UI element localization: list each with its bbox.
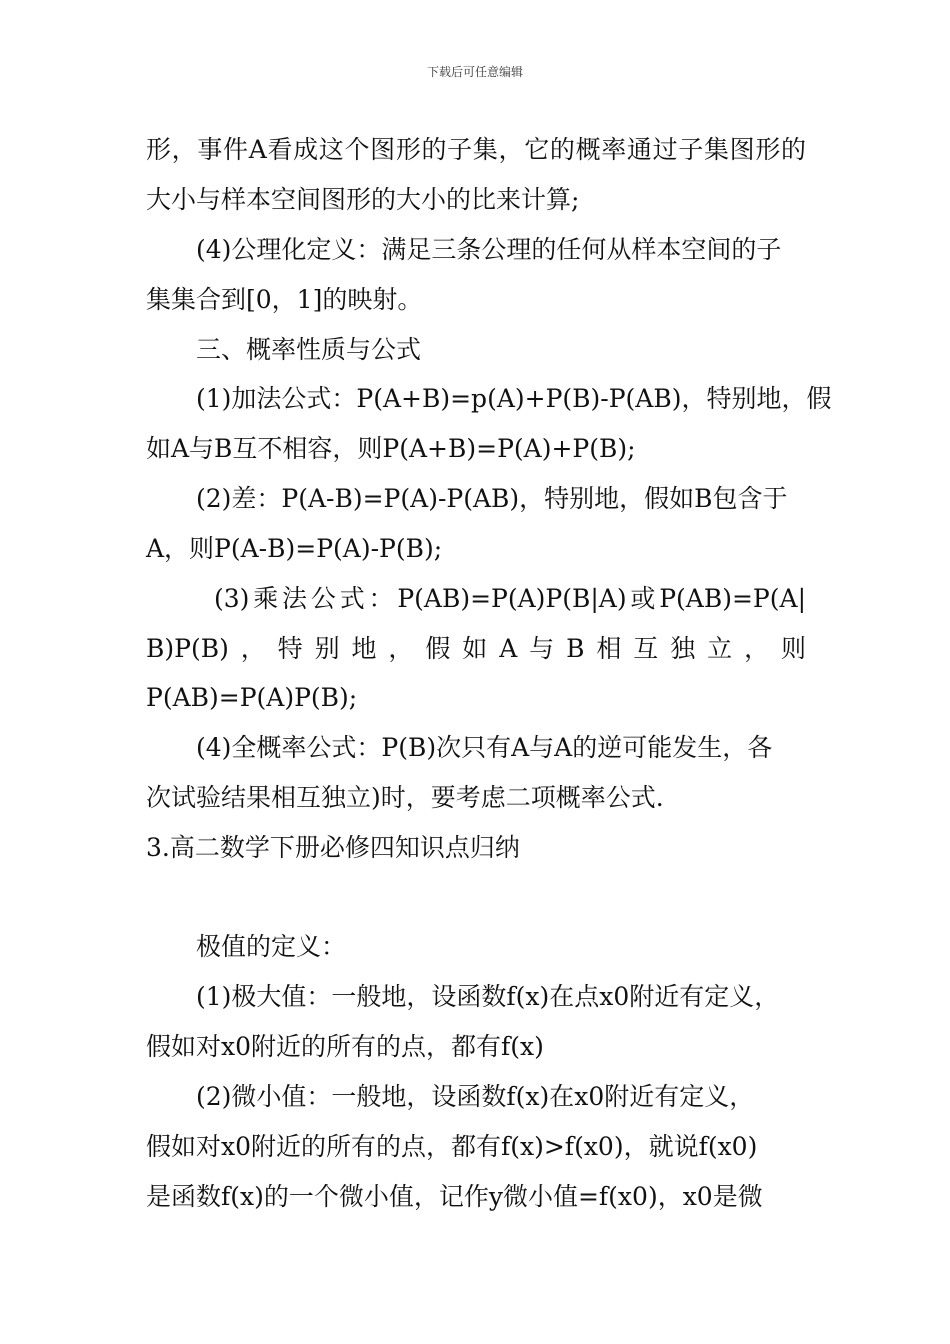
text-line: (4)全概率公式：P(B)次只有A与A的逆可能发生，各 xyxy=(196,733,773,762)
text-line: 极值的定义： xyxy=(196,932,347,961)
text-line: 大小与样本空间图形的大小的比来计算; xyxy=(146,185,580,214)
text-line: (4)公理化定义：满足三条公理的任何从样本空间的子 xyxy=(196,235,782,264)
text-line: 是函数f(x)的一个微小值，记作y微小值=f(x0)，x0是微 xyxy=(146,1182,763,1211)
text-line: (1)极大值：一般地，设函数f(x)在点x0附近有定义， xyxy=(196,982,780,1011)
section-heading: 三、概率性质与公式 xyxy=(196,335,422,364)
section-heading: 3.高二数学下册必修四知识点归纳 xyxy=(146,833,520,862)
page-header-note: 下载后可任意编辑 xyxy=(426,65,523,79)
text-line: 次试验结果相互独立)时，要考虑二项概率公式. xyxy=(146,783,664,812)
text-line: 形，事件A看成这个图形的子集，它的概率通过子集图形的 xyxy=(146,135,806,164)
text-line: 如A与B互不相容，则P(A+B)=P(A)+P(B); xyxy=(146,434,636,463)
text-line: B)P(B)，特别地，假如A与B相互独立，则 xyxy=(146,634,806,663)
text-line: A，则P(A-B)=P(A)-P(B); xyxy=(146,534,443,563)
text-line: (3)乘法公式：P(AB)=P(A)P(B|A)或P(AB)=P(A| xyxy=(214,584,806,613)
text-line: (2)差：P(A-B)=P(A)-P(AB)，特别地，假如B包含于 xyxy=(196,484,788,513)
text-line: (1)加法公式：P(A+B)=p(A)+P(B)-P(AB)，特别地，假 xyxy=(196,384,832,413)
text-line: 假如对x0附近的所有的点，都有f(x) xyxy=(146,1032,544,1061)
text-line: P(AB)=P(A)P(B); xyxy=(146,683,358,712)
text-line: (2)微小值：一般地，设函数f(x)在x0附近有定义， xyxy=(196,1082,755,1111)
text-line: 假如对x0附近的所有的点，都有f(x)>f(x0)，就说f(x0) xyxy=(146,1132,758,1161)
text-line: 集集合到[0，1]的映射。 xyxy=(146,285,423,314)
